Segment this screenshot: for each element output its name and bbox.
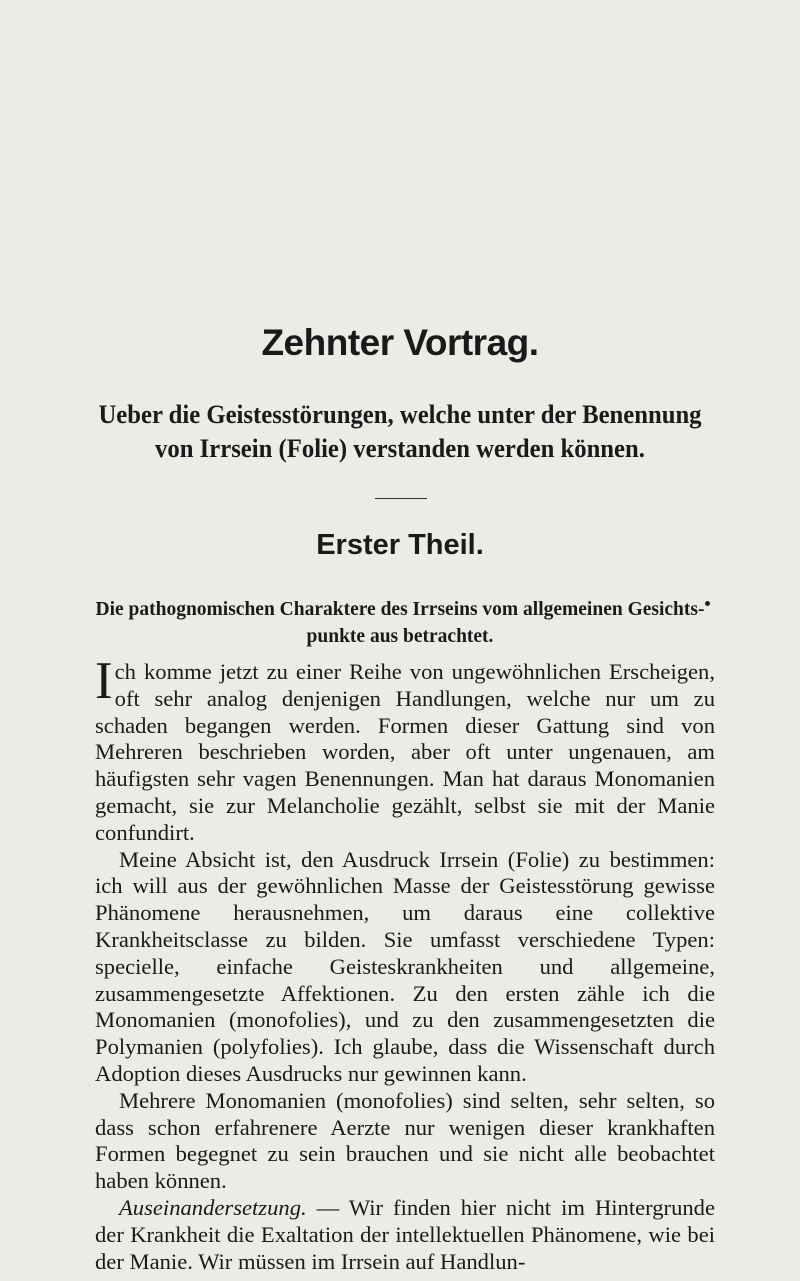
part-title: Erster Theil. — [316, 529, 484, 561]
paragraph-4-heading: Auseinandersetzung. — [119, 1194, 307, 1220]
lecture-subtitle-line-1: Ueber die Geistesstörungen, welche unter der Benennung — [98, 400, 702, 429]
lecture-subtitle — [96, 398, 704, 466]
lecture-subtitle-line-2: von Irrsein (Folie) verstanden werden können. — [155, 434, 645, 463]
body-text — [95, 652, 715, 1275]
part-subtitle-line-2: punkte aus betrachtet. — [306, 626, 494, 647]
paragraph-2: Meine Absicht ist, den Ausdruck Irrsein (Folie) zu bestimmen: ich will aus der gewöhnlichen Masse der Geistesstörung gewisse Phänomene herausnehmen, um daraus eine collektive Krankheitsclasse zu bilden. Sie umfasst verschiedene Typen: specielle, einfache Geisteskrankheiten und allgemeine, zusammengesetzte Affektionen. Zu den ersten zähle ich die Monomanien (monofolies), und zu den zusammengesetzten die Polymanien (polyfolies). Ich glaube, dass die Wissenschaft durch Adoption dieses Ausdrucks nur gewinnen kann. — [95, 846, 715, 1086]
paragraph-1 — [95, 652, 715, 847]
paragraph-4-text: — Wir finden hier nicht im Hintergrunde der Krankheit die Exaltation der intellektuellen Phänomene, wie bei der Manie. Wir müssen im Irrsein auf Handlun- — [95, 1194, 715, 1274]
part-subtitle-line-1: Die pathognomischen Charaktere des Irrseins vom allgemeinen Gesichts- — [95, 599, 705, 620]
lecture-title: Zehnter Vortrag. — [261, 322, 539, 363]
section-divider — [375, 498, 427, 499]
paragraph-3: Mehrere Monomanien (monofolies) sind selten, sehr selten, so dass schon erfahrenere Aerzte nur wenigen dieser krankhaften Formen begegnet zu sein brauchen und sie nicht alle beobachtet haben können. — [95, 1087, 715, 1194]
paragraph-4 — [95, 1195, 715, 1275]
part-subtitle — [90, 596, 710, 650]
paragraph-1-text: ch komme jetzt zu einer Reihe von ungewöhnlichen Erscheigen, oft sehr analog denjenigen Handlungen, welche nur um zu schaden begangen werden. Formen dieser Gattung sind von Mehreren beschrieben worden, aber oft unter ungenauen, am häufigsten sehr vagen Benennungen. Man hat daraus Monomanien gemacht, sie zur Melancholie gezählt, selbst sie mit der Manie confundirt. — [95, 659, 715, 845]
drop-cap: I — [95, 652, 113, 710]
